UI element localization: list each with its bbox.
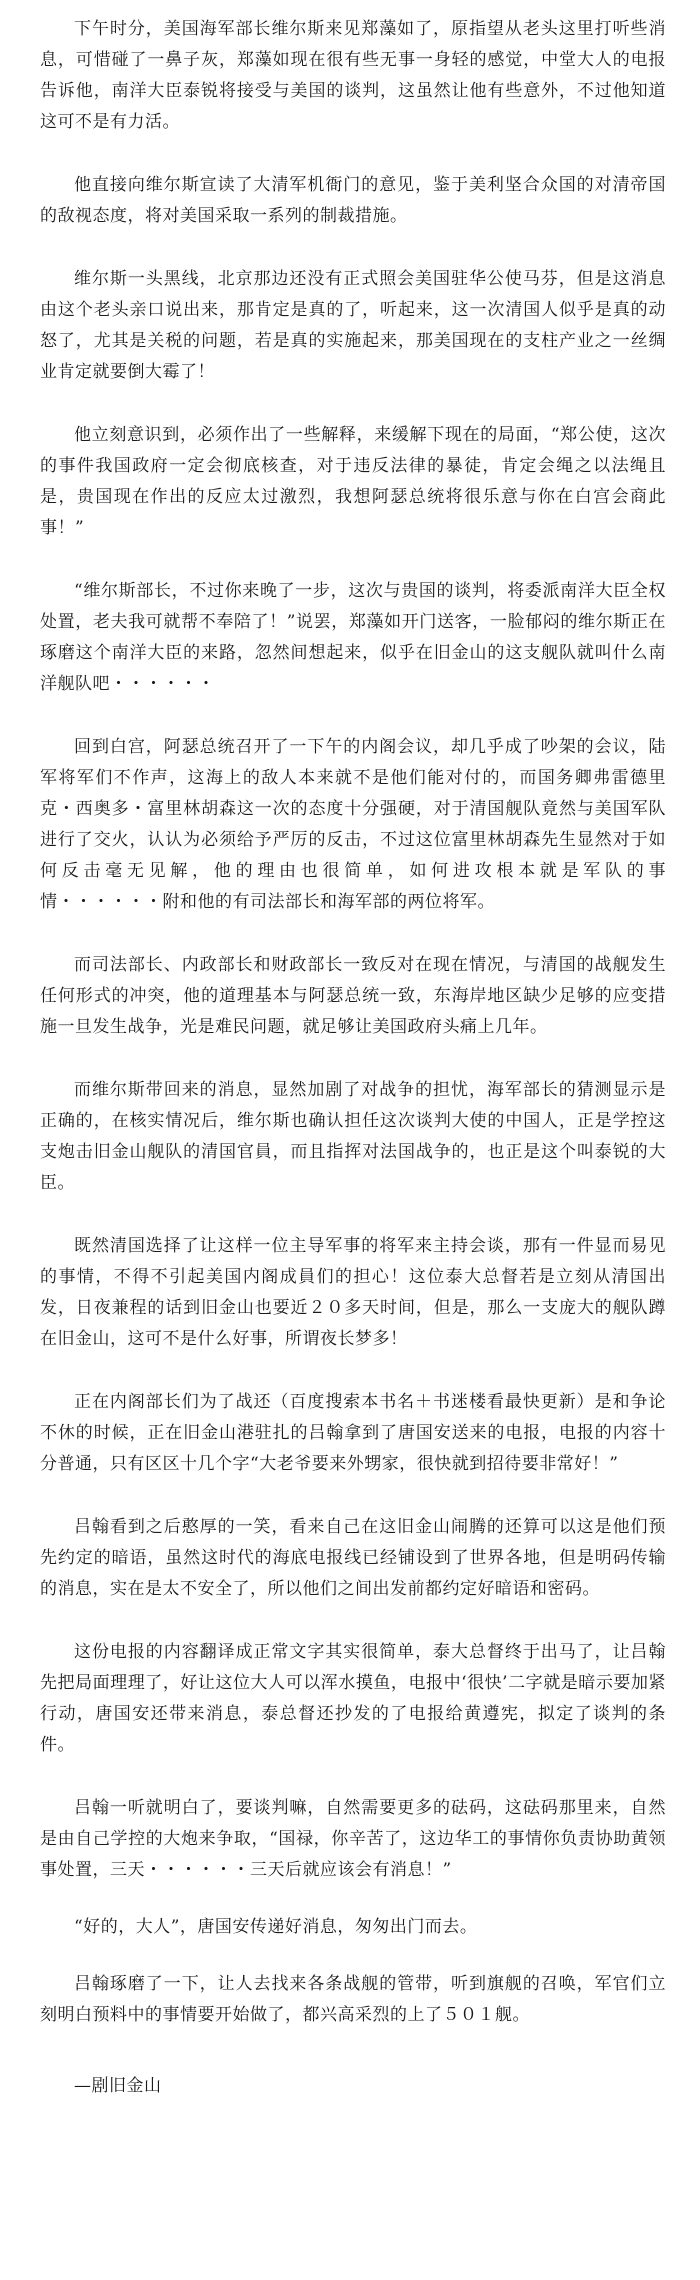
paragraph-7: 而司法部长、内政部长和财政部长一致反对在现在情况，与清国的战舰发生任何形式的冲突，他的道理基本与阿瑟总统一致，东海岸地区缺少足够的应变措施一旦发生战争，光是难民问题，就足够让美国政府头痛上几年。	[40, 955, 666, 1037]
paragraph-1: 下午时分，美国海军部长维尔斯来见郑藻如了，原指望从老头这里打听些消息，可惜碰了一鼻子灰，郑藻如现在很有些无事一身轻的感觉，中堂大人的电报告诉他，南洋大臣泰锐将接受与美国的谈判，这虽然让他有些意外，不过他知道这可不是有力活。	[40, 19, 666, 132]
paragraph-10: 正在内阁部长们为了战还（百度搜索本书名＋书迷楼看最快更新）是和争论不休的时候，正在旧金山港驻扎的吕翰拿到了唐国安送来的电报，电报的内容十分普通，只有区区十几个字“大老爷要来外甥家，很快就到招待要非常好！”	[40, 1392, 666, 1474]
paragraph-15: 吕翰琢磨了一下，让人去找来各条战舰的管带，听到旗舰的召唤，军官们立刻明白预料中的事情要开始做了，都兴高采烈的上了５０１舰。	[40, 1974, 666, 2025]
paragraph-3: 维尔斯一头黑线，北京那边还没有正式照会美国驻华公使马芬，但是这消息由这个老头亲口说出来，那肯定是真的了，听起来，这一次清国人似乎是真的动怒了，尤其是关税的问题，若是真的实施起来，那美国现在的支柱产业之一丝绸业肯定就要倒大霉了！	[40, 269, 666, 382]
paragraph-9: 既然清国选择了让这样一位主导军事的将军来主持会谈，那有一件显而易见的事情，不得不引起美国内阁成員们的担心！这位泰大总督若是立刻从清国出发，日夜兼程的话到旧金山也要近２０多天时间，但是，那么一支庞大的舰队蹲在旧金山，这可不是什么好事，所谓夜长梦多！	[40, 1236, 666, 1349]
paragraph-11: 吕翰看到之后憨厚的一笑，看来自己在这旧金山闹腾的还算可以这是他们预先约定的暗语，虽然这时代的海底电报线已经铺设到了世界各地，但是明码传输的消息，实在是太不安全了，所以他们之间出发前都约定好暗语和密码。	[40, 1517, 666, 1599]
paragraph-12: 这份电报的内容翻译成正常文字其实很简单，泰大总督终于出马了，让吕翰先把局面理理了，好让这位大人可以浑水摸鱼，电报中‘很快’二字就是暗示要加紧行动，唐国安还带来消息，泰总督还抄发的了电报给黄遵宪，拟定了谈判的条件。	[40, 1642, 666, 1755]
paragraph-6: 回到白宫，阿瑟总统召开了一下午的内阁会议，却几乎成了吵架的会议，陆军将军们不作声，这海上的敌人本来就不是他们能对付的，而国务卿弗雷德里克・西奥多・富里林胡森这一次的态度十分强硬，对于清国舰队竟然与美国军队进行了交火，认认为必须给予严厉的反击，不过这位富里林胡森先生显然对于如何反击毫无见解，他的理由也很简单，如何进攻根本就是军队的事情・・・・・・附和他的有司法部长和海军部的两位将军。	[40, 737, 666, 912]
paragraph-14: “好的，大人”，唐国安传递好消息，匆匆出门而去。	[74, 1917, 478, 1937]
paragraph-2: 他直接向维尔斯宣读了大清军机衙门的意见，鉴于美利坚合众国的对清帝国的敌视态度，将对美国采取一系列的制裁措施。	[40, 175, 666, 226]
chapter-signature: —剧旧金山	[74, 2076, 162, 2096]
paragraph-8: 而维尔斯带回来的消息，显然加剧了对战争的担忧，海军部长的猜测显示是正确的，在核实情况后，维尔斯也确认担任这次谈判大使的中国人，正是学控这支炮击旧金山舰队的清国官員，而且指挥对法国战争的，也正是这个叫泰锐的大臣。	[40, 1080, 666, 1193]
paragraph-4: 他立刻意识到，必须作出了一些解释，来缓解下现在的局面，“郑公使，这次的事件我国政府一定会彻底核查，对于违反法律的暴徒，肯定会绳之以法绳且是，贵国现在作出的反应太过激烈，我想阿瑟总统将很乐意与你在白宫会商此事！”	[40, 425, 666, 538]
paragraph-13: 吕翰一听就明白了，要谈判嘛，自然需要更多的砝码，这砝码那里来，自然是由自己学控的大炮来争取，“国禄，你辛苦了，这边华工的事情你负责协助黄领事处置，三天・・・・・・三天后就应该会有消息！”	[40, 1798, 666, 1880]
paragraph-5: “维尔斯部长，不过你来晚了一步，这次与贵国的谈判，将委派南洋大臣全权处置，老夫我可就帮不奉陪了！”说罢，郑藻如开门送客，一脸郁闷的维尔斯正在琢磨这个南洋大臣的来路，忽然间想起来，似乎在旧金山的这支舰队就叫什么南洋舰队吧・・・・・・	[40, 581, 666, 694]
